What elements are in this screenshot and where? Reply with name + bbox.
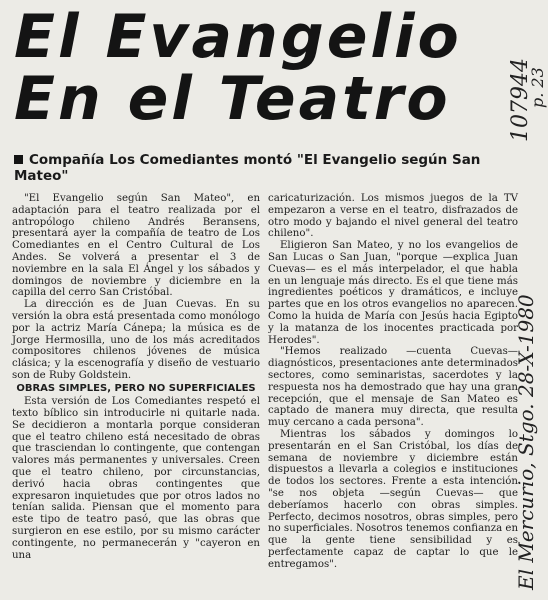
headline <box>14 2 462 134</box>
page-note: p. 23 <box>528 67 547 108</box>
source-date-note: El Mercurio, Stgo. 28-X-1980 <box>514 294 538 590</box>
paragraph: Esta versión de Los Comediantes respetó el texto bíblico sin introducirle ni quitarle nada. Se decidieron a montarla porque consideran que el teatro chileno está necesitado de obras que trasciendan lo contingente, que contengan valores más permanentes y universales. Creen que el teatro chileno, por circunstancias, derivó hacia obras contingentes que expresaron inquietudes que por otros lados no tenían salida. Piensan que el momento para este tipo de teatro pasó, que las obras que surgieron en ese estilo, por su mismo carácter contingente, no permanecerán y "cayeron en una <box>12 396 260 561</box>
right-column <box>268 193 518 571</box>
subheadline-text: Compañía Los Comediantes montó "El Evangelio según San Mateo" <box>14 152 481 184</box>
section-heading: OBRAS SIMPLES, PERO NO SUPERFICIALES <box>16 382 256 394</box>
bullet-square-icon <box>14 155 23 164</box>
paragraph: La dirección es de Juan Cuevas. En su versión la obra está presentada como monólogo por la actriz María Cánepa; la música es de Jorge Hermosilla, uno de los más acreditados compositores chilenos jóvenes de música clásica; y la escenografía y diseño de vestuario son de Ruby Goldstein. <box>12 299 260 381</box>
paragraph: caricaturización. Los mismos juegos de la TV empezaron a verse en el teatro, disfrazados de otro modo y bajando el nivel general del teatro chileno". <box>268 193 518 240</box>
subheadline <box>14 152 514 184</box>
paragraph: Eligieron San Mateo, y no los evangelios de San Lucas o San Juan, "porque —explica Juan Cuevas— es el más interpelador, el que habla en un lenguaje más directo. Es el que tiene más ingredientes poéticos y dramáticos, e incluye partes que en los otros evangelios no aparecen. Como la huida de María con Jesús hacia Egipto y la matanza de los inocentes practicada por Herodes". <box>268 240 518 346</box>
headline-line-2: En el Teatro <box>14 64 451 134</box>
paragraph: "Hemos realizado —cuenta Cuevas— diagnósticos, presentaciones ante determinados sectores, como seminaristas, sacerdotes y la respuesta nos ha demostrado que hay una gran recepción, que el mensaje de San Mateo es captado de manera muy directa, que resulta muy cercano a cada persona". <box>268 346 518 429</box>
paragraph: "El Evangelio según San Mateo", en adaptación para el teatro realizada por el antropólogo chileno Andrés Beransens, presentará ayer la compañía de teatro de Los Comediantes en el Centro Cultural de Los Andes. Se volverá a presentar el 3 de noviembre en la sala El Ángel y los sábados y domingos de noviembre y diciembre en la capilla del cerro San Cristóbal. <box>12 193 260 299</box>
headline-line-1: El Evangelio <box>14 2 462 72</box>
clip-number-note: 107944 <box>508 58 533 142</box>
left-column <box>12 193 260 561</box>
paragraph: Mientras los sábados y domingos lo presentarán en el San Cristóbal, los días de semana de noviembre y diciembre están dispuestos a llevarla a colegios e instituciones de todos los sectores. Frente a esta intención "se nos objeta —según Cuevas— que deberíamos hacerlo con obras simples. Perfecto, decimos nosotros, obras simples, pero no superficiales. Nosotros tenemos confianza en que la gente tiene sensibilidad y es perfectamente capaz de captar lo que le entregamos". <box>268 428 519 570</box>
